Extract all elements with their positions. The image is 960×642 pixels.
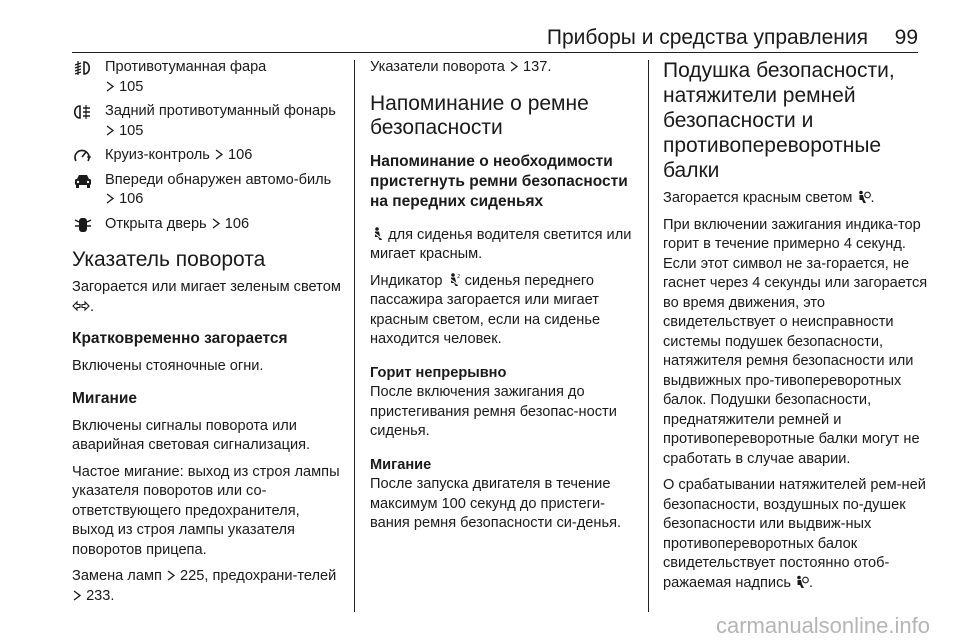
reference-arrow-icon — [214, 149, 224, 160]
indicator-vehicle-ahead: Впереди обнаружен автомо-биль 106 — [72, 171, 344, 210]
column-divider-2 — [648, 60, 649, 612]
steady-lit-text: После включения зажигания до пристегивания ремня безопас-ности сиденья. — [370, 384, 617, 439]
airbag-deployment-text: О срабатывании натяжителей рем-ней безопасности, воздушных по-душек безопасности или выдвиж-ных противопереворотных балок свидетельствует постоянно отоб-ражаемая надпись . — [663, 477, 926, 591]
seatbelt-reminder-subheading: Напоминание о необходимости пристегнуть ремни безопасности на передних сиденьях — [370, 152, 628, 210]
blinking-text: Включены сигналы поворота или аварийная световая сигнализация. — [72, 417, 311, 453]
briefly-lit-subheading: Кратковременно загорается — [72, 330, 288, 347]
briefly-lit-text: Включены стояночные огни. — [72, 358, 264, 374]
reference-arrow-icon — [105, 193, 115, 204]
driver-seatbelt-text: для сиденья водителя светится или мигает красным. — [370, 226, 632, 262]
page-ref[interactable]: 106 — [119, 191, 144, 207]
page-ref[interactable]: 233 — [86, 587, 111, 604]
turn-signal-description: Загорается или мигает зеленым светом . — [72, 279, 341, 315]
cruise-control-icon — [72, 148, 94, 164]
rear-fog-lamp-icon — [72, 104, 94, 120]
page-ref[interactable]: 105 — [119, 122, 144, 139]
column-1 — [72, 58, 344, 613]
indicator-cruise-control: Круиз-контроль 106 — [72, 146, 344, 166]
page-header — [0, 0, 960, 52]
blinking-subheading: Мигание — [370, 456, 432, 473]
turn-arrows-icon — [72, 299, 90, 313]
header-divider — [72, 52, 918, 53]
vehicle-ahead-icon — [72, 173, 94, 189]
watermark: carmanualsonline.info — [715, 613, 930, 638]
airbag-heading: Подушка безопасности, натяжители ремней безопасности и противопереворотные балки — [663, 59, 895, 182]
seatbelt-passenger-icon — [447, 273, 461, 287]
reference-arrow-icon — [166, 570, 176, 581]
column-divider-1 — [354, 60, 355, 612]
airbag-description: При включении зажигания индика-тор горит в течение примерно 4 секунд. Если этот символ не за-горается, не гаснет через 4 секунды или загорается во время движения, это свидетельствует о неисправности системы подушек безопасности, натяжителя ремня безопасности или выдвижных про-тивопереворотных балок. Подушки безопасности, преднатяжители ремней и противопереворотные балки могут не сработать в случае аварии. — [663, 216, 928, 467]
reference-arrow-icon — [105, 81, 115, 92]
indicator-front-fog: Противотуманная фара 105 — [72, 58, 344, 97]
reference-arrow-icon — [509, 61, 519, 72]
page-number: 99 — [894, 26, 918, 49]
turn-signal-heading: Указатель поворота — [72, 248, 266, 271]
column-3 — [663, 58, 933, 600]
section-title: Приборы и средства управления — [546, 26, 868, 49]
reference-arrow-icon — [211, 218, 221, 229]
airbag-icon — [795, 575, 809, 589]
blinking-subheading: Мигание — [72, 389, 138, 407]
fast-blinking-text: Частое мигание: выход из строя лампы указателя поворотов или со-ответствующего предохранителя, выход из строя лампы указателя поворотов прицепа. — [72, 463, 340, 558]
door-open-icon — [72, 217, 94, 233]
page-ref[interactable]: 106 — [224, 215, 250, 232]
seatbelt-driver-icon — [370, 227, 384, 241]
airbag-lit-text: Загорается красным светом . — [663, 190, 875, 206]
steady-lit-subheading: Горит непрерывно — [370, 364, 507, 381]
indicator-rear-fog: Задний противотуманный фонарь 105 — [72, 102, 344, 141]
turn-signal-reference: Указатели поворота 137. — [370, 59, 552, 75]
page-ref[interactable]: 106 — [228, 147, 253, 163]
front-fog-lamp-icon — [72, 60, 94, 76]
page-ref[interactable]: 137 — [523, 59, 548, 75]
passenger-seatbelt-text: Индикатор 2 сиденья переднего пассажира загорается или мигает красным светом, если на сиденье находится человек. — [370, 272, 601, 347]
replacement-text: Замена ламп 225, предохрани-телей 233. — [72, 568, 337, 604]
column-2 — [370, 58, 640, 541]
indicator-door-open: Открыта дверь 106 — [72, 215, 344, 235]
svg-text:2: 2 — [456, 273, 460, 280]
reference-arrow-icon — [105, 125, 115, 136]
seatbelt-reminder-heading: Напоминание о ремне безопасности — [370, 91, 589, 139]
page-ref[interactable]: 225 — [180, 568, 205, 584]
reference-arrow-icon — [72, 590, 82, 601]
blinking-text: После запуска двигателя в течение максимум 100 секунд до пристеги-вания ремня безопасности си-денья. — [370, 476, 622, 531]
page-ref[interactable]: 105 — [119, 78, 144, 95]
airbag-icon — [857, 190, 871, 204]
